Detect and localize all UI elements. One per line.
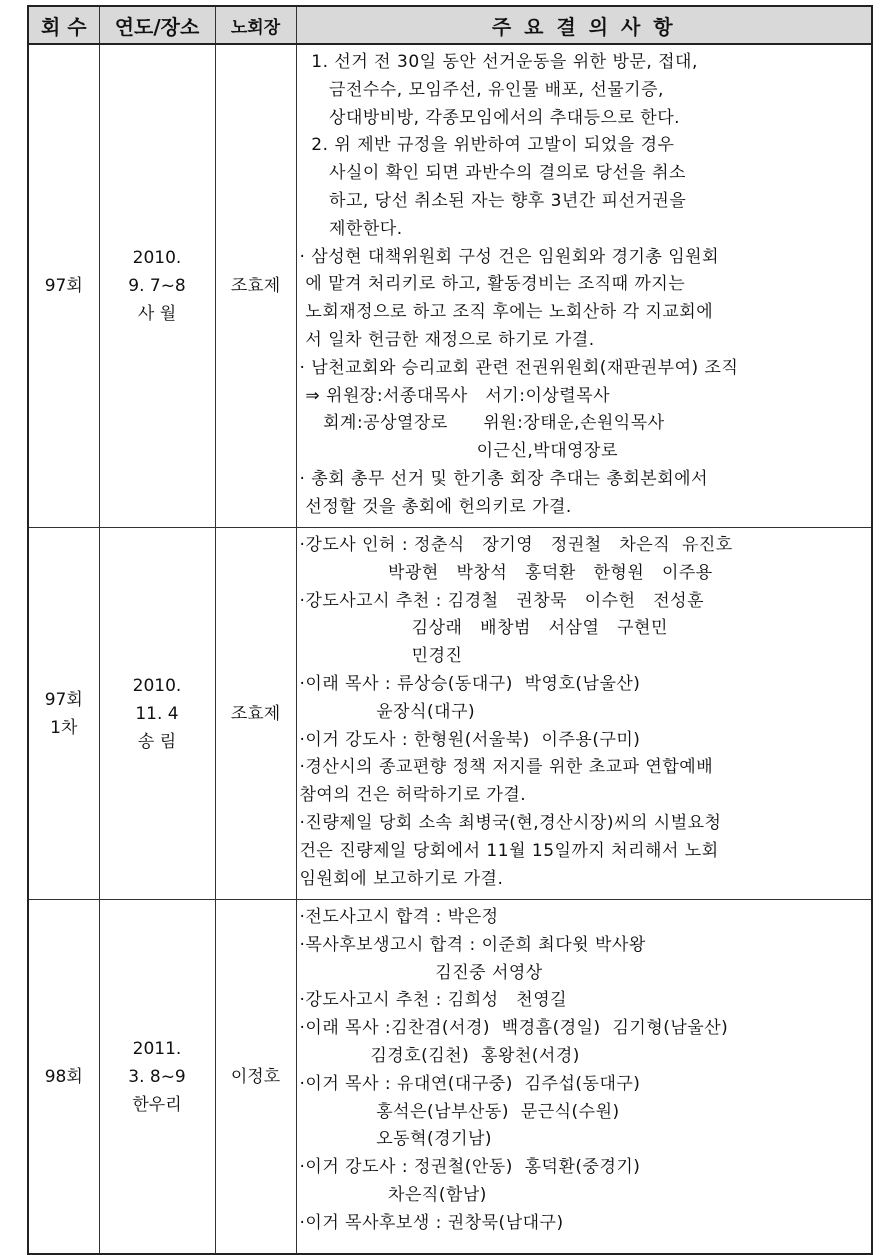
resolution-line: ·이래 목사 :김찬겸(서경) 백경흠(경일) 김기형(남울산)	[299, 1018, 729, 1039]
resolutions-cell	[296, 528, 872, 900]
resolution-line: 금전수수, 모임주선, 유인물 배포, 선물기증,	[299, 79, 664, 100]
resolution-line: ⇒ 위원장:서종대목사 서기:이상렬목사	[299, 385, 611, 406]
resolution-line: ·이래 목사 : 류상승(동대구) 박영호(남울산)	[299, 673, 641, 694]
session-text: 1차	[50, 717, 78, 738]
resolution-line: ·이거 강도사 : 한형원(서울북) 이주용(구미)	[299, 729, 641, 750]
resolution-line: ·이거 목사 : 유대연(대구중) 김주섭(동대구)	[299, 1073, 641, 1094]
session-text: 97회	[44, 276, 83, 296]
resolution-line: 민경진	[299, 646, 463, 667]
header-resolutions: 주 요 결 의 사 항	[296, 6, 872, 44]
resolution-line: · 남천교회와 승리교회 관련 전권위원회(재판권부여) 조직	[299, 357, 739, 378]
resolution-line: · 총회 총무 선거 및 한기총 회장 추대는 총회본회에서	[299, 468, 708, 489]
header-moderator: 노회장	[215, 6, 296, 44]
resolution-line: · 삼성현 대책위원회 구성 건은 임원회와 경기총 임원회	[299, 246, 720, 267]
date-place-text: 9. 7~8	[128, 276, 186, 296]
resolution-line: 오동혁(경기남)	[299, 1129, 493, 1150]
date-place-text: 송 림	[137, 731, 177, 752]
resolution-line: ·진량제일 당회 소속 최병국(현,경산시장)씨의 시벌요청	[299, 812, 722, 833]
resolution-line: 하고, 당선 취소된 자는 향후 3년간 피선거권을	[299, 190, 687, 211]
resolution-line: ·강도사고시 추천 : 김경철 권창묵 이수헌 전성훈	[299, 590, 704, 611]
session-cell	[28, 900, 99, 1255]
session-text: 97회	[44, 689, 83, 710]
resolution-line: 노회재정으로 하고 조직 후에는 노회산하 각 지교회에	[299, 302, 714, 323]
table-row	[28, 44, 872, 528]
resolution-line: 1. 선거 전 30일 동안 선거운동을 위한 방문, 접대,	[299, 52, 698, 72]
resolution-line: 이근신,박대영장로	[299, 441, 618, 462]
date-place-text: 2010.	[132, 675, 182, 696]
resolution-line: ·목사후보생고시 합격 : 이준희 최다윗 박사왕	[299, 934, 646, 955]
date-place-cell	[99, 44, 215, 528]
resolution-line: 박광현 박창석 홍덕환 한형원 이주용	[299, 562, 713, 583]
date-place-text: 2011.	[132, 1038, 182, 1059]
header-row	[28, 6, 872, 44]
resolution-line: 선정할 것을 총회에 헌의키로 가결.	[299, 496, 572, 517]
moderator-cell: 조효제	[215, 528, 296, 900]
header-session: 회 수	[28, 6, 99, 44]
date-place-text: 한우리	[132, 1094, 182, 1115]
resolution-line: 홍석은(남부산동) 문근식(수원)	[299, 1101, 620, 1122]
table-row	[28, 900, 872, 1255]
date-place-cell	[99, 528, 215, 900]
resolution-line: ·강도사 인허 : 정춘식 장기영 정권철 차은직 유진호	[299, 535, 733, 555]
resolution-line: 회계:공상열장로 위원:장태운,손원익목사	[299, 413, 665, 434]
resolution-line: 2. 위 제반 규정을 위반하여 고발이 되었을 경우	[299, 135, 675, 156]
resolution-line: 서 일차 헌금한 재정으로 하기로 가결.	[299, 329, 595, 350]
date-place-text: 3. 8~9	[128, 1066, 186, 1087]
resolution-line: 김경호(김천) 홍왕천(서경)	[299, 1045, 580, 1066]
resolution-line: 에 맡겨 처리키로 하고, 활동경비는 조직때 까지는	[299, 274, 686, 295]
session-cell	[28, 528, 99, 900]
resolution-line: ·전도사고시 합격 : 박은정	[299, 907, 499, 927]
resolution-line: 차은직(함남)	[299, 1184, 487, 1205]
resolution-line: 제한한다.	[299, 218, 403, 239]
resolution-line: ·이거 강도사 : 정권철(안동) 홍덕환(중경기)	[299, 1157, 641, 1178]
resolution-line: 임원회에 보고하기로 가결.	[299, 868, 504, 889]
session-cell	[28, 44, 99, 528]
date-place-cell	[99, 900, 215, 1255]
resolution-line: 김진중 서영상	[299, 962, 543, 983]
table-row	[28, 528, 872, 900]
resolution-line: 상대방비방, 각종모임에서의 추대등으로 한다.	[299, 107, 681, 128]
date-place-text: 11. 4	[135, 703, 179, 724]
resolution-line: ·강도사고시 추천 : 김희성 천영길	[299, 990, 568, 1011]
resolutions-table	[27, 5, 873, 1255]
resolutions-cell	[296, 900, 872, 1255]
resolution-line: 윤장식(대구)	[299, 701, 476, 722]
resolution-line: 참여의 건은 허락하기로 가결.	[299, 785, 527, 806]
resolutions-cell	[296, 44, 872, 528]
header-date-place: 연도/장소	[99, 6, 215, 44]
moderator-cell: 이정호	[215, 900, 296, 1255]
session-text: 98회	[44, 1066, 83, 1087]
date-place-text: 2010.	[132, 248, 182, 268]
resolution-line: 사실이 확인 되면 과반수의 결의로 당선을 취소	[299, 163, 686, 184]
moderator-cell: 조효제	[215, 44, 296, 528]
resolution-line: 건은 진량제일 당회에서 11월 15일까지 처리해서 노회	[299, 840, 719, 861]
resolution-line: ·이거 목사후보생 : 권창묵(남대구)	[299, 1212, 564, 1233]
resolution-line: ·경산시의 종교편향 정책 저지를 위한 초교파 연합예배	[299, 757, 714, 778]
resolution-line: 김상래 배창범 서삼열 구현민	[299, 618, 668, 639]
date-place-text: 사 월	[137, 304, 177, 324]
